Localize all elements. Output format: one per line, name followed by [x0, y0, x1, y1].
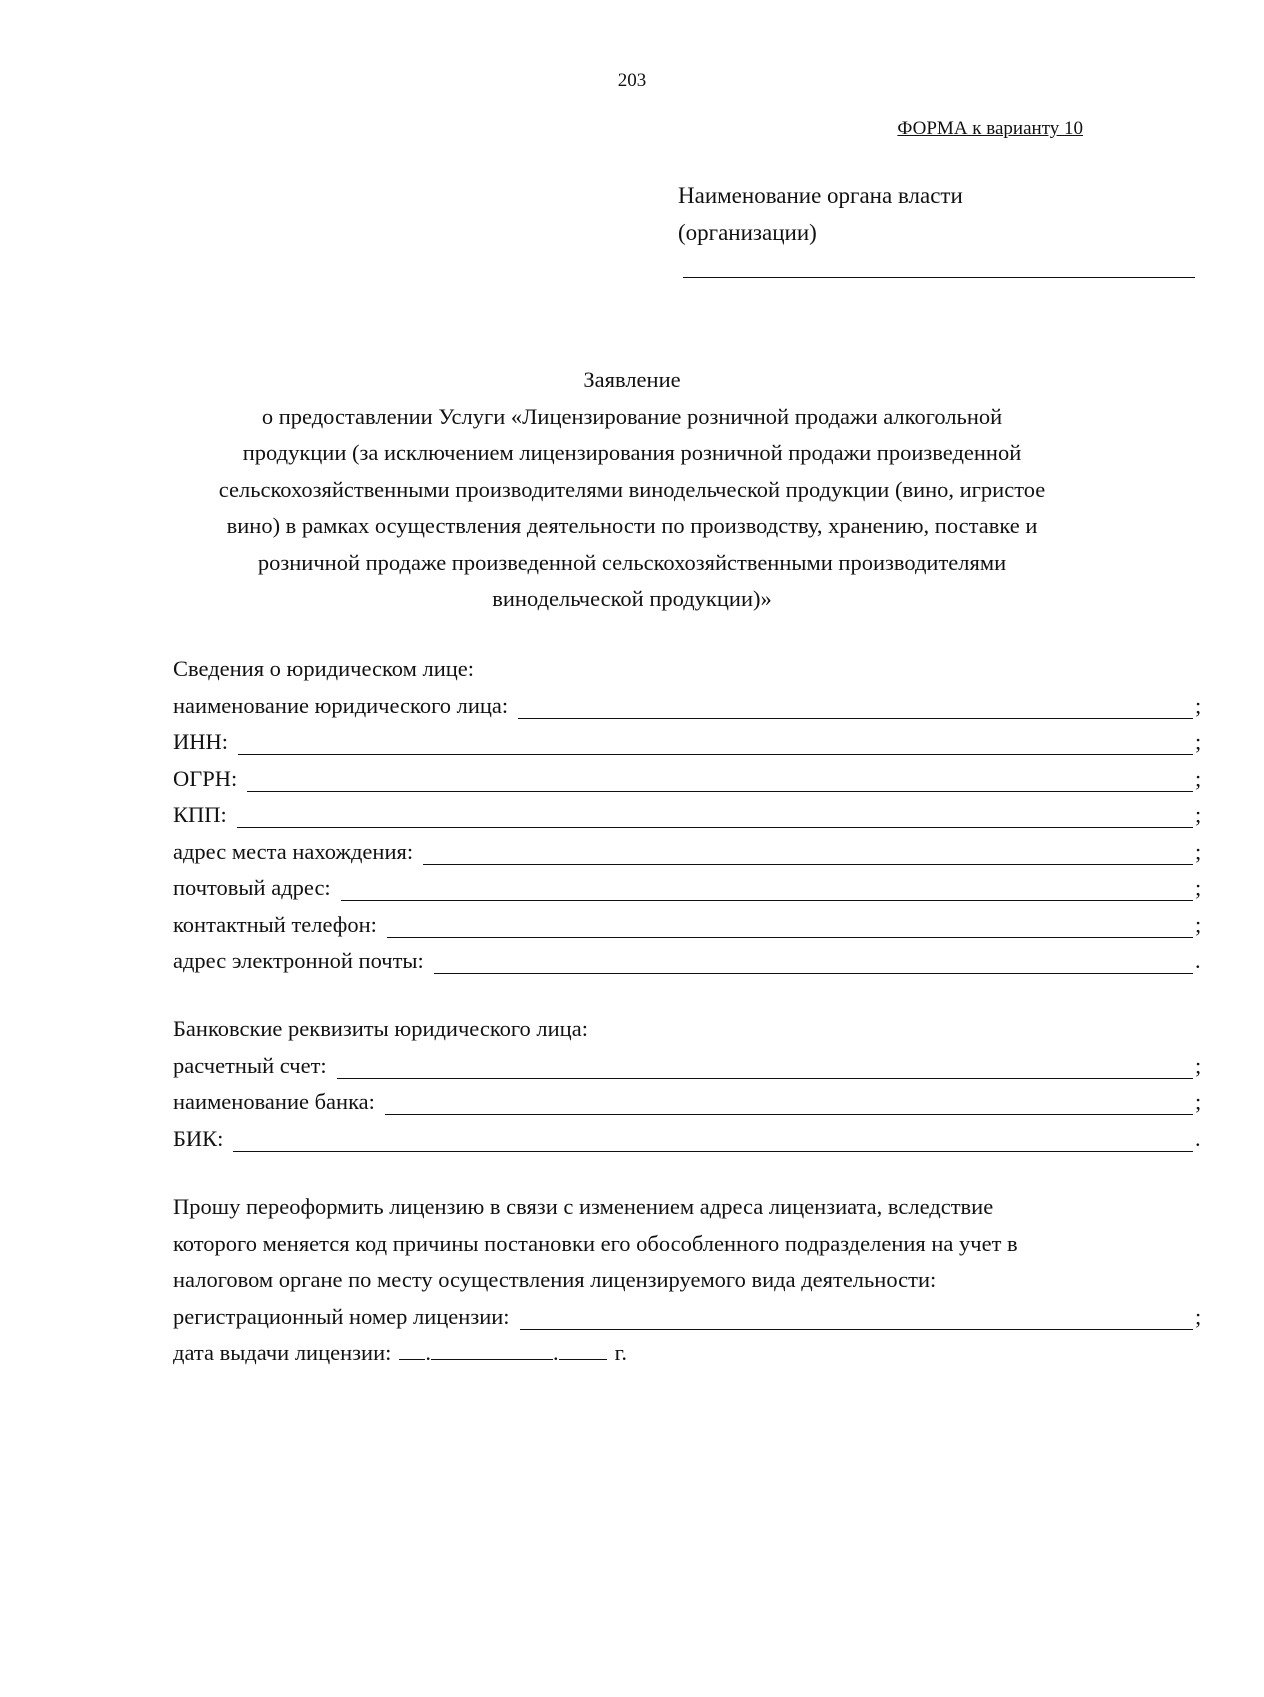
kpp-blank[interactable] — [237, 826, 1193, 828]
issue-year-blank[interactable] — [559, 1337, 607, 1360]
field-row-bik — [173, 1121, 1203, 1158]
email-blank[interactable] — [434, 972, 1193, 974]
field-label: расчетный счет: — [173, 1052, 327, 1078]
field-row-email — [173, 943, 1203, 980]
field-row-kpp — [173, 797, 1203, 834]
field-label: БИК: — [173, 1125, 224, 1151]
title-line: розничной продаже произведенной сельскохозяйственными производителями — [257, 549, 1007, 575]
legal-entity-section — [173, 651, 1203, 980]
authority-label: Наименование органа власти — [678, 183, 963, 208]
field-label: ОГРН: — [173, 765, 238, 791]
field-terminator: ; — [1195, 1089, 1202, 1114]
license-number-blank[interactable] — [520, 1328, 1193, 1330]
field-label: регистрационный номер лицензии: — [173, 1303, 510, 1329]
field-label: дата выдачи лицензии: — [173, 1340, 392, 1365]
field-row-inn — [173, 724, 1203, 761]
location-address-blank[interactable] — [423, 863, 1193, 865]
ogrn-blank[interactable] — [247, 790, 1193, 792]
inn-blank[interactable] — [238, 753, 1193, 755]
form-reference: ФОРМА к варианту 10 — [897, 118, 1083, 139]
field-terminator: ; — [1195, 1052, 1202, 1078]
field-label: ИНН: — [173, 729, 228, 754]
title-line: о предоставлении Услуги «Лицензирование розничной продажи алкогольной — [261, 403, 1003, 429]
field-terminator: ; — [1195, 875, 1202, 900]
field-terminator: ; — [1195, 765, 1202, 791]
field-row-ogrn — [173, 761, 1203, 798]
field-row-account — [173, 1048, 1203, 1085]
title-line: вино) в рамках осуществления деятельности по производству, хранению, поставке и — [226, 513, 1038, 538]
request-text-line: налоговом органе по месту осуществления лицензируемого вида деятельности: — [173, 1267, 937, 1292]
document-title — [150, 362, 1114, 618]
field-row-location-address — [173, 834, 1203, 871]
request-text-line: Прошу переоформить лицензию в связи с изменением адреса лицензиата, вследствие — [173, 1194, 994, 1219]
field-terminator: ; — [1195, 729, 1202, 754]
field-label: наименование юридического лица: — [173, 692, 509, 718]
page-number: 203 — [617, 70, 647, 91]
account-blank[interactable] — [337, 1077, 1193, 1079]
field-row-entity-name — [173, 688, 1203, 725]
field-row-license-number — [173, 1299, 1203, 1336]
field-terminator: ; — [1195, 911, 1202, 937]
field-label: контактный телефон: — [173, 911, 377, 937]
postal-address-blank[interactable] — [341, 899, 1193, 901]
field-row-issue-date — [173, 1335, 1203, 1372]
field-label: адрес места нахождения: — [173, 838, 414, 864]
field-terminator: ; — [1195, 1303, 1202, 1329]
issue-day-blank[interactable] — [399, 1337, 425, 1360]
field-terminator: . — [1195, 1125, 1201, 1151]
phone-blank[interactable] — [387, 936, 1193, 938]
bik-blank[interactable] — [233, 1150, 1193, 1152]
field-label: КПП: — [173, 802, 227, 827]
authority-sublabel: (организации) — [678, 220, 817, 245]
field-label: адрес электронной почты: — [173, 948, 424, 973]
bank-details-section — [173, 1011, 1203, 1157]
title-line: сельскохозяйственными производителями винодельческой продукции (вино, игристое — [218, 476, 1046, 502]
title-line: винодельческой продукции)» — [492, 586, 772, 611]
date-separator: . — [425, 1340, 432, 1365]
field-terminator: . — [1195, 948, 1201, 973]
field-label: наименование банка: — [173, 1089, 375, 1114]
field-terminator: ; — [1195, 838, 1202, 864]
year-suffix: г. — [614, 1340, 627, 1365]
field-label: почтовый адрес: — [173, 875, 331, 900]
bank-heading: Банковские реквизиты юридического лица: — [173, 1016, 588, 1041]
field-row-phone — [173, 907, 1203, 944]
field-row-postal-address — [173, 870, 1203, 907]
request-text-line: которого меняется код причины постановки его обособленного подразделения на учет в — [173, 1230, 1018, 1256]
entity-name-blank[interactable] — [518, 717, 1193, 719]
title-heading: Заявление — [583, 367, 681, 392]
issue-month-blank[interactable] — [431, 1337, 553, 1360]
field-terminator: ; — [1195, 692, 1202, 718]
authority-blank-line[interactable] — [683, 277, 1195, 278]
request-section — [173, 1189, 1203, 1372]
title-line: продукции (за исключением лицензирования розничной продажи произведенной — [242, 440, 1022, 465]
field-row-bank-name — [173, 1084, 1203, 1121]
legal-entity-heading: Сведения о юридическом лице: — [173, 656, 475, 681]
date-separator: . — [553, 1340, 559, 1365]
field-terminator: ; — [1195, 802, 1202, 827]
authority-block — [678, 177, 963, 251]
bank-name-blank[interactable] — [385, 1113, 1193, 1115]
